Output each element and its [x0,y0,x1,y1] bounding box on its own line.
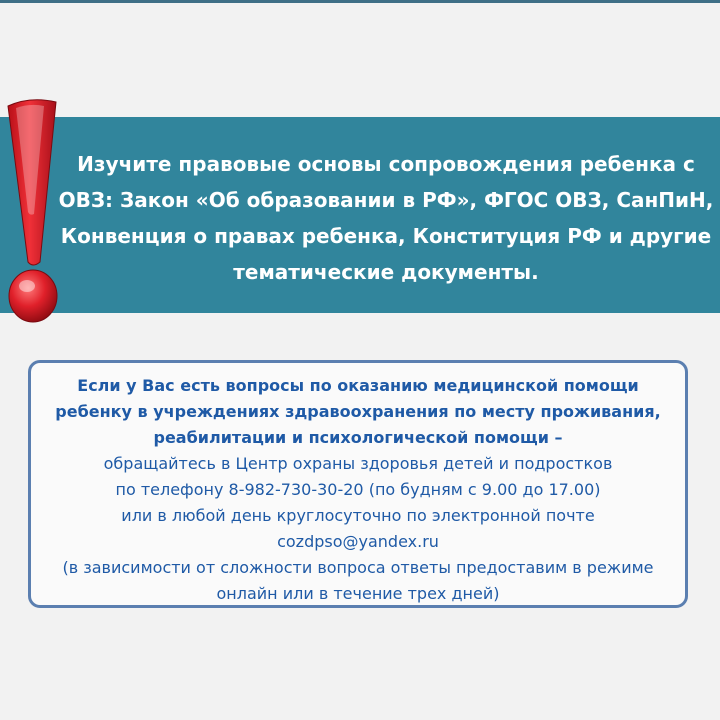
notice-phone-line: по телефону 8-982-730-30-20 (по будням с 9.00 до 17.00) [115,480,601,499]
notice-line-3: или в любой день круглосуточно по электронной почте [121,506,595,525]
notice-email[interactable]: cozdpso@yandex.ru [277,532,439,551]
top-border-line [0,0,720,3]
notice-bold-line-1: Если у Вас есть вопросы по оказанию медицинской помощи [77,376,639,395]
contact-info-box [28,360,688,608]
banner-line-4: тематические документы. [233,260,539,284]
notice-line-6: онлайн или в течение трех дней) [216,584,500,603]
notice-line-1: обращайтесь в Центр охраны здоровья детей и подростков [103,454,613,473]
notice-bold-line-2: ребенку в учреждениях здравоохранения по месту проживания, [55,402,661,421]
banner-text [58,146,714,290]
banner-line-2: ОВЗ: Закон «Об образовании в РФ», ФГОС ОВЗ, СанПиН, [58,188,714,212]
exclamation-mark-icon [0,94,70,334]
banner-line-1: Изучите правовые основы сопровождения ребенка с [77,152,695,176]
banner-line-3: Конвенция о правах ребенка, Конституция РФ и другие [60,224,712,248]
notice-bold-line-3: реабилитации и психологической помощи – [153,428,563,447]
notice-line-5: (в зависимости от сложности вопроса ответы предоставим в режиме [62,558,654,577]
